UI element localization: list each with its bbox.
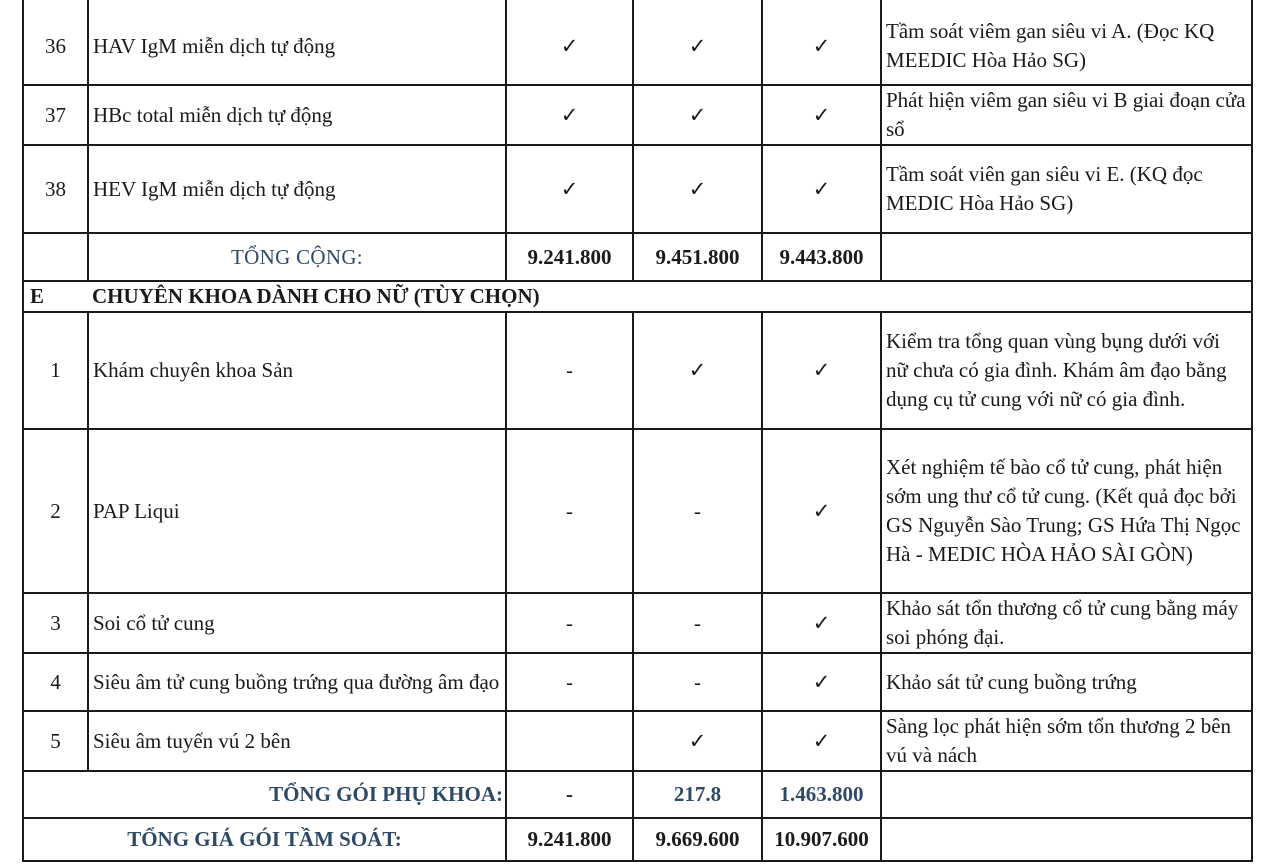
test-name: PAP Liqui bbox=[88, 429, 506, 593]
table-row bbox=[23, 593, 1252, 653]
grand-total-value: 9.241.800 bbox=[506, 818, 633, 861]
total-value: 1.463.800 bbox=[762, 771, 881, 818]
test-name: HEV IgM miễn dịch tự động bbox=[88, 145, 506, 233]
row-number: 38 bbox=[23, 145, 88, 233]
table-row bbox=[23, 312, 1252, 429]
table-row bbox=[23, 711, 1252, 771]
row-number: 36 bbox=[23, 0, 88, 85]
row-number: 37 bbox=[23, 85, 88, 145]
dash-mark: - bbox=[506, 312, 633, 429]
total-value: 9.443.800 bbox=[762, 233, 881, 281]
dash-mark: - bbox=[633, 429, 762, 593]
test-description: Sàng lọc phát hiện sớm tổn thương 2 bên vú và nách bbox=[881, 711, 1252, 771]
dash-mark: - bbox=[506, 653, 633, 711]
empty-cell bbox=[881, 233, 1252, 281]
check-mark-icon: ✓ bbox=[633, 312, 762, 429]
check-mark-icon: ✓ bbox=[633, 0, 762, 85]
dash-mark: - bbox=[633, 593, 762, 653]
total-value: 217.8 bbox=[633, 771, 762, 818]
check-mark-icon: ✓ bbox=[762, 85, 881, 145]
total-value: 9.241.800 bbox=[506, 233, 633, 281]
row-number: 1 bbox=[23, 312, 88, 429]
check-mark-icon: ✓ bbox=[633, 85, 762, 145]
test-description: Tầm soát viên gan siêu vi E. (KQ đọc MEDIC Hòa Hảo SG) bbox=[881, 145, 1252, 233]
row-number: 2 bbox=[23, 429, 88, 593]
row-number: 4 bbox=[23, 653, 88, 711]
total-label: TỔNG CỘNG: bbox=[88, 233, 506, 281]
check-mark-icon: ✓ bbox=[506, 0, 633, 85]
test-name: Siêu âm tuyến vú 2 bên bbox=[88, 711, 506, 771]
check-mark-icon: ✓ bbox=[762, 429, 881, 593]
screening-package-table bbox=[22, 0, 1253, 862]
check-mark-icon: ✓ bbox=[762, 145, 881, 233]
check-mark-icon: ✓ bbox=[506, 85, 633, 145]
test-description: Khảo sát tử cung buồng trứng bbox=[881, 653, 1252, 711]
test-description: Khảo sát tổn thương cổ tử cung bằng máy soi phóng đại. bbox=[881, 593, 1252, 653]
check-mark-icon: ✓ bbox=[633, 711, 762, 771]
check-mark-icon: ✓ bbox=[762, 711, 881, 771]
dash-mark: - bbox=[506, 429, 633, 593]
check-mark-icon: ✓ bbox=[762, 653, 881, 711]
total-value: - bbox=[506, 771, 633, 818]
test-description: Kiểm tra tổng quan vùng bụng dưới với nữ chưa có gia đình. Khám âm đạo bằng dụng cụ tử cung với nữ có gia đình. bbox=[881, 312, 1252, 429]
table-row bbox=[23, 0, 1252, 85]
grand-total-row bbox=[23, 818, 1252, 861]
test-name: Soi cổ tử cung bbox=[88, 593, 506, 653]
table-row bbox=[23, 85, 1252, 145]
dash-mark: - bbox=[633, 653, 762, 711]
dash-mark: - bbox=[506, 593, 633, 653]
check-mark-icon: ✓ bbox=[762, 312, 881, 429]
grand-total-value: 10.907.600 bbox=[762, 818, 881, 861]
table-row bbox=[23, 145, 1252, 233]
empty-cell bbox=[881, 771, 1252, 818]
total-value: 9.451.800 bbox=[633, 233, 762, 281]
test-description: Tầm soát viêm gan siêu vi A. (Đọc KQ MEEDIC Hòa Hảo SG) bbox=[881, 0, 1252, 85]
empty-cell bbox=[23, 233, 88, 281]
total-label: TỔNG GÓI PHỤ KHOA: bbox=[23, 771, 506, 818]
section-header-row bbox=[23, 281, 1252, 312]
total-row bbox=[23, 771, 1252, 818]
check-mark-icon: ✓ bbox=[762, 0, 881, 85]
test-name: Siêu âm tử cung buồng trứng qua đường âm đạo bbox=[88, 653, 506, 711]
empty-mark bbox=[506, 711, 633, 771]
test-description: Phát hiện viêm gan siêu vi B giai đoạn cửa sổ bbox=[881, 85, 1252, 145]
row-number: 3 bbox=[23, 593, 88, 653]
section-title: CHUYÊN KHOA DÀNH CHO NỮ (TÙY CHỌN) bbox=[88, 281, 1252, 312]
test-description: Xét nghiệm tế bào cổ tử cung, phát hiện sớm ung thư cổ tử cung. (Kết quả đọc bởi GS Nguyễn Sào Trung; GS Hứa Thị Ngọc Hà - MEDIC HÒA HẢO SÀI GÒN) bbox=[881, 429, 1252, 593]
grand-total-value: 9.669.600 bbox=[633, 818, 762, 861]
section-code: E bbox=[23, 281, 88, 312]
row-number: 5 bbox=[23, 711, 88, 771]
test-name: HAV IgM miễn dịch tự động bbox=[88, 0, 506, 85]
check-mark-icon: ✓ bbox=[762, 593, 881, 653]
check-mark-icon: ✓ bbox=[506, 145, 633, 233]
check-mark-icon: ✓ bbox=[633, 145, 762, 233]
empty-cell bbox=[881, 818, 1252, 861]
test-name: HBc total miễn dịch tự động bbox=[88, 85, 506, 145]
grand-total-label: TỔNG GIÁ GÓI TẦM SOÁT: bbox=[23, 818, 506, 861]
total-row bbox=[23, 233, 1252, 281]
test-name: Khám chuyên khoa Sản bbox=[88, 312, 506, 429]
table-row bbox=[23, 653, 1252, 711]
table-row bbox=[23, 429, 1252, 593]
